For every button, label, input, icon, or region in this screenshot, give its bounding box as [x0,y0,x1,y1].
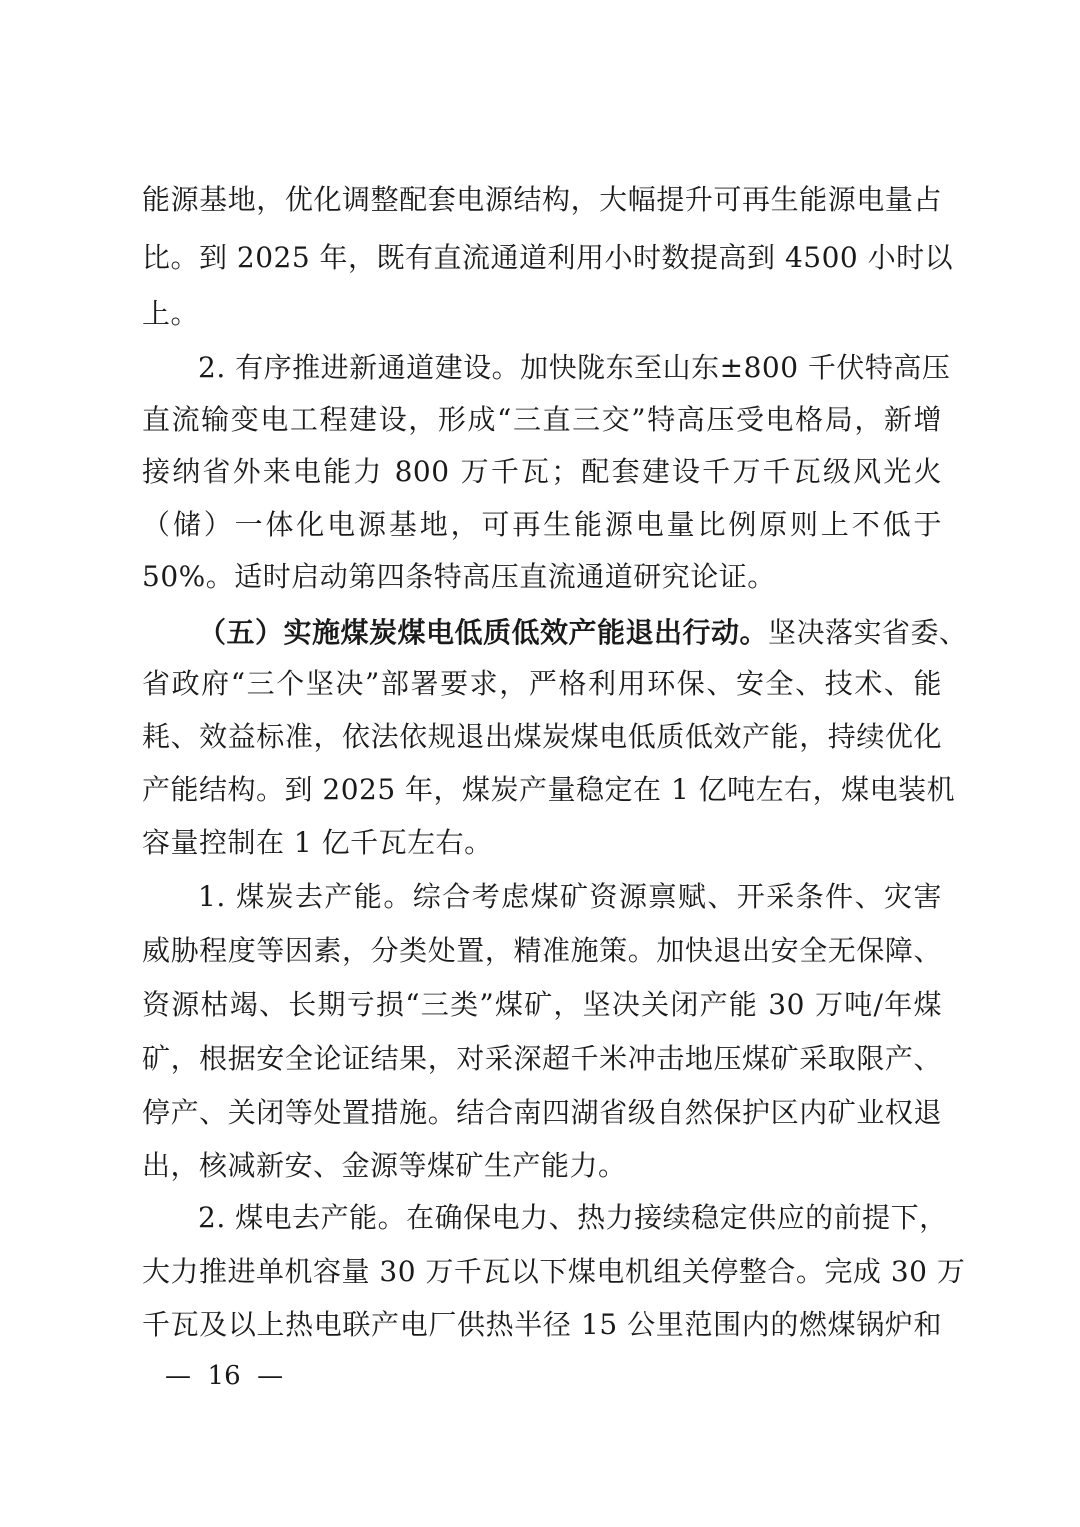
text-line: 省政府“三个坚决”部署要求，严格利用环保、安全、技术、能 [142,667,942,700]
text-line: 50%。适时启动第四条特高压直流通道研究论证。 [142,560,776,593]
text-line: （储）一体化电源基地，可再生能源电量比例原则上不低于 [142,508,942,541]
text-line: 出，核减新安、金源等煤矿生产能力。 [142,1149,627,1182]
text-line: 资源枯竭、长期亏损“三类”煤矿，坚决关闭产能 30 万吨/年煤 [142,988,942,1021]
text-line: 产能结构。到 2025 年，煤炭产量稳定在 1 亿吨左右，煤电装机 [142,773,956,806]
text-line: 上。 [142,297,200,330]
text-line: 直流输变电工程建设，形成“三直三交”特高压受电格局，新增 [142,403,942,436]
text-line: 大力推进单机容量 30 万千瓦以下煤电机组关停整合。完成 30 万 [142,1255,966,1288]
text-line: 矿，根据安全论证结果，对采深超千米冲击地压煤矿采取限产、 [142,1042,942,1075]
text-line: 2. 有序推进新通道建设。加快陇东至山东±800 千伏特高压 [198,351,951,384]
text-line: 2. 煤电去产能。在确保电力、热力接续稳定供应的前提下， [198,1201,948,1234]
section-heading-rest: 坚决落实省委、 [768,616,968,649]
text-line: 容量控制在 1 亿千瓦左右。 [142,826,493,859]
text-line: 1. 煤炭去产能。综合考虑煤矿资源禀赋、开采条件、灾害 [198,880,942,913]
text-line: 千瓦及以上热电联产电厂供热半径 15 公里范围内的燃煤锅炉和 [142,1308,942,1341]
text-line: 停产、关闭等处置措施。结合南四湖省级自然保护区内矿业权退 [142,1096,942,1129]
text-line: 接纳省外来电能力 800 万千瓦；配套建设千万千瓦级风光火 [142,455,942,488]
text-line: 能源基地，优化调整配套电源结构，大幅提升可再生能源电量占 [142,183,942,216]
section-heading: （五）实施煤炭煤电低质低效产能退出行动。 [198,616,769,649]
page-number: — 16 — [165,1361,284,1391]
text-line: 比。到 2025 年，既有直流通道利用小时数提高到 4500 小时以 [142,241,954,274]
section-heading-line [198,613,968,653]
text-line: 威胁程度等因素，分类处置，精准施策。加快退出安全无保障、 [142,934,942,967]
text-line: 耗、效益标准，依法依规退出煤炭煤电低质低效产能，持续优化 [142,720,942,753]
